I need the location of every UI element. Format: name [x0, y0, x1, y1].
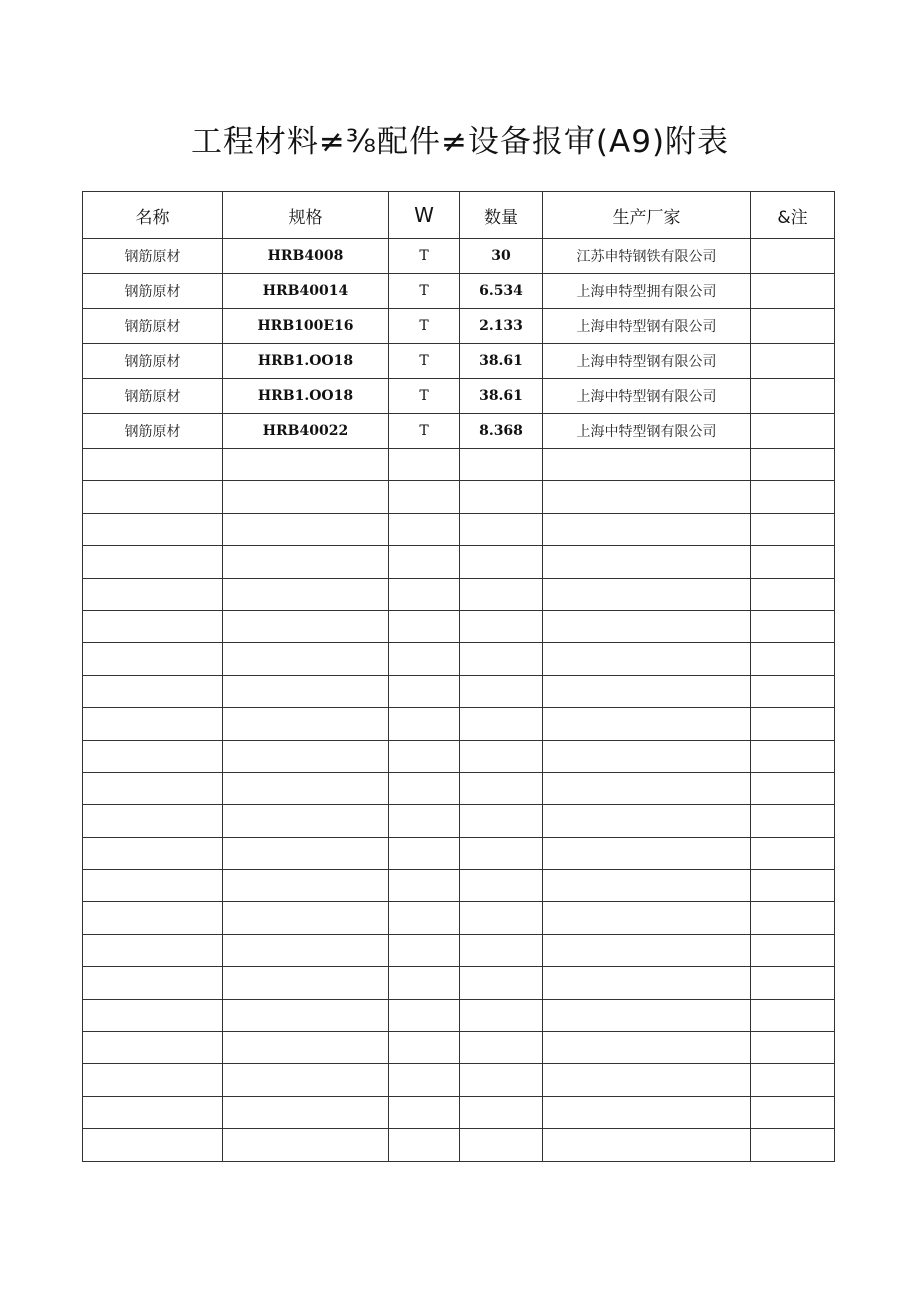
empty-cell-manufacturer: [543, 643, 751, 675]
empty-table-row: [83, 610, 835, 642]
empty-cell-spec: [223, 805, 389, 837]
empty-table-row: [83, 870, 835, 902]
empty-cell-unit: [389, 675, 460, 707]
empty-cell-quantity: [460, 805, 543, 837]
empty-cell-name: [83, 772, 223, 804]
empty-cell-manufacturer: [543, 902, 751, 934]
header-manufacturer: 生产厂家: [543, 192, 751, 239]
empty-cell-remarks: [751, 1096, 835, 1128]
cell-remarks: [751, 379, 835, 414]
empty-cell-unit: [389, 870, 460, 902]
table-row: [83, 414, 835, 449]
cell-spec: HRB40022: [223, 414, 389, 449]
header-quantity: 数量: [460, 192, 543, 239]
cell-unit: T: [389, 309, 460, 344]
empty-cell-spec: [223, 999, 389, 1031]
empty-cell-remarks: [751, 772, 835, 804]
cell-quantity: 2.133: [460, 309, 543, 344]
empty-cell-name: [83, 870, 223, 902]
cell-spec: HRB4008: [223, 239, 389, 274]
document-title: 工程材料≠⅜配件≠设备报审(A9)附表: [190, 124, 730, 160]
empty-table-row: [83, 708, 835, 740]
empty-cell-unit: [389, 772, 460, 804]
empty-cell-name: [83, 967, 223, 999]
empty-cell-unit: [389, 708, 460, 740]
cell-spec: HRB100E16: [223, 309, 389, 344]
cell-name: 钢筋原材: [83, 274, 223, 309]
empty-cell-manufacturer: [543, 1064, 751, 1096]
empty-cell-unit: [389, 1129, 460, 1161]
cell-name: 钢筋原材: [83, 414, 223, 449]
cell-unit: T: [389, 274, 460, 309]
cell-quantity: 8.368: [460, 414, 543, 449]
cell-manufacturer: 上海申特型钢有限公司: [543, 344, 751, 379]
empty-cell-remarks: [751, 1129, 835, 1161]
empty-cell-spec: [223, 643, 389, 675]
empty-cell-name: [83, 513, 223, 545]
cell-name: 钢筋原材: [83, 344, 223, 379]
empty-cell-remarks: [751, 999, 835, 1031]
empty-cell-name: [83, 610, 223, 642]
empty-cell-unit: [389, 1032, 460, 1064]
empty-cell-quantity: [460, 1064, 543, 1096]
empty-table-row: [83, 999, 835, 1031]
empty-cell-unit: [389, 740, 460, 772]
empty-cell-quantity: [460, 1032, 543, 1064]
empty-cell-quantity: [460, 449, 543, 481]
empty-cell-spec: [223, 902, 389, 934]
table-body: [83, 239, 835, 1162]
empty-cell-spec: [223, 934, 389, 966]
empty-cell-spec: [223, 1064, 389, 1096]
empty-table-row: [83, 1064, 835, 1096]
empty-cell-remarks: [751, 805, 835, 837]
cell-manufacturer: 上海中特型钢有限公司: [543, 379, 751, 414]
empty-cell-manufacturer: [543, 740, 751, 772]
cell-spec: HRB1.OO18: [223, 344, 389, 379]
empty-cell-quantity: [460, 546, 543, 578]
header-name: 名称: [83, 192, 223, 239]
empty-cell-unit: [389, 481, 460, 513]
empty-cell-manufacturer: [543, 870, 751, 902]
cell-quantity: 38.61: [460, 344, 543, 379]
empty-cell-spec: [223, 740, 389, 772]
empty-cell-unit: [389, 934, 460, 966]
cell-manufacturer: 上海中特型钢有限公司: [543, 414, 751, 449]
table-row: [83, 274, 835, 309]
empty-cell-remarks: [751, 513, 835, 545]
empty-cell-name: [83, 1096, 223, 1128]
empty-table-row: [83, 805, 835, 837]
empty-cell-manufacturer: [543, 1129, 751, 1161]
empty-cell-remarks: [751, 610, 835, 642]
empty-cell-name: [83, 1129, 223, 1161]
empty-cell-name: [83, 708, 223, 740]
empty-cell-spec: [223, 837, 389, 869]
table-row: [83, 379, 835, 414]
empty-cell-manufacturer: [543, 1096, 751, 1128]
empty-cell-name: [83, 1032, 223, 1064]
empty-cell-unit: [389, 805, 460, 837]
empty-cell-quantity: [460, 513, 543, 545]
cell-unit: T: [389, 344, 460, 379]
cell-manufacturer: 上海申特型钢有限公司: [543, 309, 751, 344]
cell-unit: T: [389, 414, 460, 449]
empty-cell-manufacturer: [543, 578, 751, 610]
empty-cell-remarks: [751, 675, 835, 707]
empty-cell-name: [83, 902, 223, 934]
empty-cell-spec: [223, 546, 389, 578]
empty-cell-spec: [223, 1032, 389, 1064]
empty-cell-spec: [223, 967, 389, 999]
empty-table-row: [83, 902, 835, 934]
empty-cell-spec: [223, 610, 389, 642]
empty-cell-unit: [389, 578, 460, 610]
empty-cell-quantity: [460, 1129, 543, 1161]
empty-cell-spec: [223, 449, 389, 481]
empty-cell-quantity: [460, 1096, 543, 1128]
empty-cell-quantity: [460, 643, 543, 675]
cell-name: 钢筋原材: [83, 239, 223, 274]
empty-cell-quantity: [460, 837, 543, 869]
empty-cell-manufacturer: [543, 934, 751, 966]
cell-spec: HRB1.OO18: [223, 379, 389, 414]
empty-cell-manufacturer: [543, 546, 751, 578]
empty-cell-spec: [223, 1129, 389, 1161]
empty-cell-unit: [389, 967, 460, 999]
empty-table-row: [83, 837, 835, 869]
cell-unit: T: [389, 379, 460, 414]
cell-unit: T: [389, 239, 460, 274]
empty-cell-quantity: [460, 578, 543, 610]
empty-cell-remarks: [751, 578, 835, 610]
empty-cell-remarks: [751, 837, 835, 869]
cell-quantity: 30: [460, 239, 543, 274]
empty-cell-manufacturer: [543, 772, 751, 804]
empty-cell-quantity: [460, 481, 543, 513]
cell-remarks: [751, 414, 835, 449]
cell-quantity: 6.534: [460, 274, 543, 309]
empty-cell-name: [83, 837, 223, 869]
empty-cell-remarks: [751, 643, 835, 675]
empty-cell-remarks: [751, 1032, 835, 1064]
empty-cell-name: [83, 675, 223, 707]
cell-name: 钢筋原材: [83, 309, 223, 344]
empty-cell-spec: [223, 870, 389, 902]
empty-cell-spec: [223, 772, 389, 804]
empty-cell-unit: [389, 837, 460, 869]
empty-cell-manufacturer: [543, 837, 751, 869]
cell-manufacturer: 江苏申特钢铁有限公司: [543, 239, 751, 274]
empty-cell-manufacturer: [543, 675, 751, 707]
cell-name: 钢筋原材: [83, 379, 223, 414]
empty-cell-name: [83, 546, 223, 578]
empty-table-row: [83, 772, 835, 804]
empty-cell-name: [83, 1064, 223, 1096]
cell-manufacturer: 上海申特型拥有限公司: [543, 274, 751, 309]
empty-cell-spec: [223, 578, 389, 610]
empty-cell-quantity: [460, 902, 543, 934]
empty-table-row: [83, 481, 835, 513]
table-header-row: [83, 192, 835, 239]
empty-cell-unit: [389, 513, 460, 545]
empty-table-row: [83, 1032, 835, 1064]
header-unit: W: [389, 192, 460, 239]
empty-cell-name: [83, 481, 223, 513]
cell-remarks: [751, 344, 835, 379]
empty-cell-quantity: [460, 967, 543, 999]
empty-table-row: [83, 546, 835, 578]
empty-table-row: [83, 740, 835, 772]
empty-table-row: [83, 967, 835, 999]
empty-cell-unit: [389, 1064, 460, 1096]
empty-cell-remarks: [751, 967, 835, 999]
empty-cell-remarks: [751, 481, 835, 513]
empty-cell-unit: [389, 643, 460, 675]
empty-cell-unit: [389, 449, 460, 481]
table-row: [83, 309, 835, 344]
header-remarks: &注: [751, 192, 835, 239]
empty-cell-manufacturer: [543, 805, 751, 837]
cell-remarks: [751, 274, 835, 309]
empty-cell-manufacturer: [543, 449, 751, 481]
empty-cell-name: [83, 643, 223, 675]
empty-cell-name: [83, 578, 223, 610]
empty-table-row: [83, 513, 835, 545]
empty-cell-manufacturer: [543, 513, 751, 545]
material-report-table: [82, 191, 835, 1162]
empty-cell-manufacturer: [543, 481, 751, 513]
empty-cell-unit: [389, 610, 460, 642]
table-row: [83, 344, 835, 379]
cell-spec: HRB40014: [223, 274, 389, 309]
empty-cell-quantity: [460, 934, 543, 966]
empty-cell-remarks: [751, 1064, 835, 1096]
empty-cell-spec: [223, 1096, 389, 1128]
empty-cell-manufacturer: [543, 610, 751, 642]
header-spec: 规格: [223, 192, 389, 239]
empty-cell-manufacturer: [543, 999, 751, 1031]
empty-cell-quantity: [460, 772, 543, 804]
empty-table-row: [83, 643, 835, 675]
empty-cell-remarks: [751, 870, 835, 902]
empty-cell-unit: [389, 546, 460, 578]
empty-cell-quantity: [460, 740, 543, 772]
empty-cell-remarks: [751, 449, 835, 481]
empty-cell-remarks: [751, 546, 835, 578]
empty-cell-name: [83, 999, 223, 1031]
empty-cell-remarks: [751, 902, 835, 934]
empty-cell-unit: [389, 902, 460, 934]
empty-cell-remarks: [751, 740, 835, 772]
table-row: [83, 239, 835, 274]
empty-cell-manufacturer: [543, 967, 751, 999]
empty-table-row: [83, 578, 835, 610]
empty-cell-quantity: [460, 610, 543, 642]
cell-remarks: [751, 309, 835, 344]
empty-cell-name: [83, 449, 223, 481]
empty-cell-manufacturer: [543, 708, 751, 740]
empty-cell-name: [83, 934, 223, 966]
empty-cell-name: [83, 805, 223, 837]
empty-cell-spec: [223, 513, 389, 545]
empty-cell-spec: [223, 708, 389, 740]
empty-table-row: [83, 449, 835, 481]
empty-cell-remarks: [751, 934, 835, 966]
empty-cell-remarks: [751, 708, 835, 740]
empty-cell-quantity: [460, 870, 543, 902]
empty-cell-unit: [389, 999, 460, 1031]
empty-cell-unit: [389, 1096, 460, 1128]
empty-cell-quantity: [460, 675, 543, 707]
empty-table-row: [83, 1129, 835, 1161]
empty-table-row: [83, 675, 835, 707]
empty-cell-name: [83, 740, 223, 772]
empty-cell-spec: [223, 481, 389, 513]
empty-cell-quantity: [460, 999, 543, 1031]
empty-cell-manufacturer: [543, 1032, 751, 1064]
empty-table-row: [83, 1096, 835, 1128]
empty-cell-quantity: [460, 708, 543, 740]
empty-cell-spec: [223, 675, 389, 707]
empty-table-row: [83, 934, 835, 966]
cell-remarks: [751, 239, 835, 274]
cell-quantity: 38.61: [460, 379, 543, 414]
